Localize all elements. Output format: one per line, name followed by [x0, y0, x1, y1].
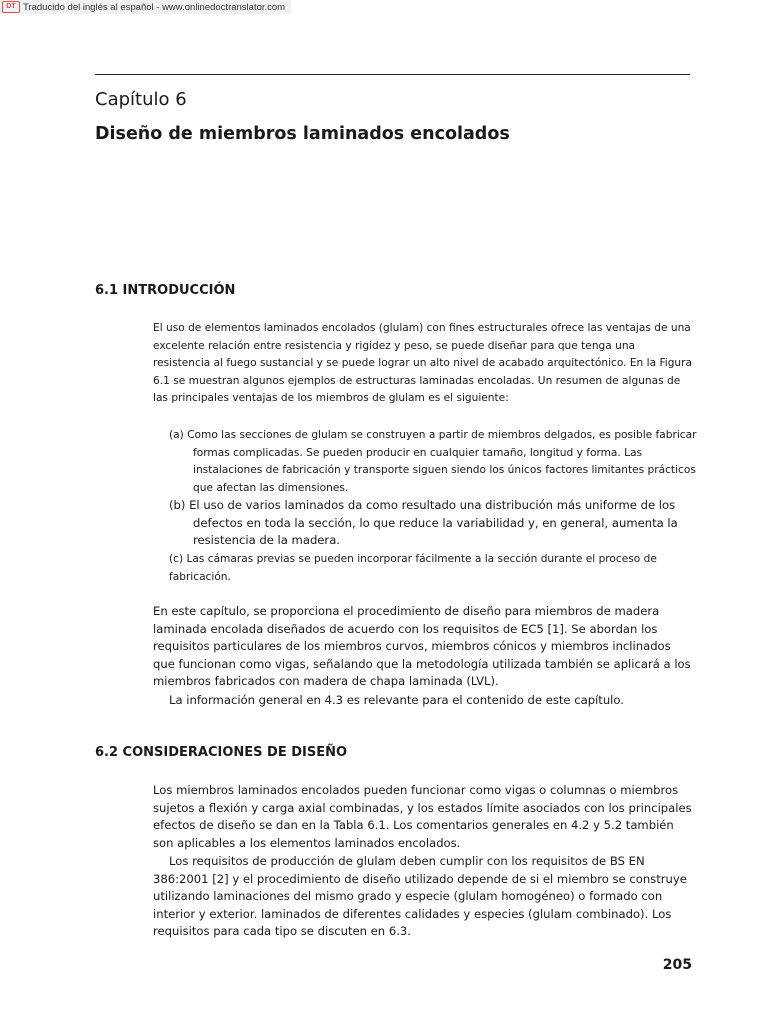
- design-paragraph-1: Los miembros laminados encolados pueden funcionar como vigas o columnas o miembros sujetos a flexión y carga axial combinadas, y los estados límite asociados con los principales efectos de diseño se dan en la Tabla 6.1. Los comentarios generales en 4.2 y 5.2 también son aplicables a los elementos laminados encolados.: [153, 783, 692, 850]
- chapter-title: Diseño de miembros laminados encolados: [95, 124, 510, 144]
- translator-logo-icon: DT: [2, 1, 20, 13]
- list-item-b: (b) El uso de varios laminados da como resultado una distribución más uniforme de los defectos en toda la sección, lo que reduce la variabilidad y, en general, aumenta la resistencia de la madera.: [169, 498, 678, 548]
- list-item-c: (c) Las cámaras previas se pueden incorporar fácilmente a la sección durante el proceso de fabricación.: [169, 553, 657, 583]
- header-rule: [95, 74, 690, 75]
- translator-banner-text[interactable]: Traducido del inglés al español - www.onlinedoctranslator.com: [23, 1, 286, 13]
- chapter-overview-paragraph: En este capítulo, se proporciona el procedimiento de diseño para miembros de madera laminada encolada diseñados de acuerdo con los requisitos de EC5 [1]. Se abordan los requisitos particulares de los miembros curvos, miembros cónicos y miembros inclinados que funcionan como vigas, señalando que la metodología utilizada también se aplicará a los miembros fabricados con madera de chapa laminada (LVL).: [153, 604, 691, 689]
- general-info-paragraph: La información general en 4.3 es relevante para el contenido de este capítulo.: [169, 693, 624, 707]
- page-number: 205: [662, 957, 692, 973]
- chapter-label: Capítulo 6: [95, 89, 187, 110]
- intro-paragraph: El uso de elementos laminados encolados (glulam) con fines estructurales ofrece las ventajas de una excelente relación entre resistencia y rigidez y peso, se puede diseñar para que tenga una resistencia al fuego sustancial y se puede lograr un alto nivel de acabado arquitectónico. En la Figura 6.1 se muestran algunos ejemplos de estructuras laminadas encoladas. Un resumen de algunas de las principales ventajas de los miembros de glulam es el siguiente:: [153, 322, 692, 404]
- translator-banner[interactable]: [0, 0, 291, 14]
- section-heading-design-considerations: 6.2 CONSIDERACIONES DE DISEÑO: [95, 745, 348, 760]
- section-heading-introduction: 6.1 INTRODUCCIÓN: [95, 283, 236, 298]
- design-paragraph-2: Los requisitos de producción de glulam deben cumplir con los requisitos de BS EN 386:2001 [2] y el procedimiento de diseño utilizado depende de si el miembro se construye utilizando laminaciones del mismo grado y especie (glulam homogéneo) o formado con interior y exterior. laminados de diferentes calidades y especies (glulam combinado). Los requisitos para cada tipo se discuten en 6.3.: [153, 854, 687, 939]
- list-item-a: (a) Como las secciones de glulam se construyen a partir de miembros delgados, es posible fabricar formas complicadas. Se pueden producir en cualquier tamaño, longitud y forma. Las instalaciones de fabricación y transporte siguen siendo los únicos factores limitantes prácticos que afectan las dimensiones.: [169, 429, 697, 494]
